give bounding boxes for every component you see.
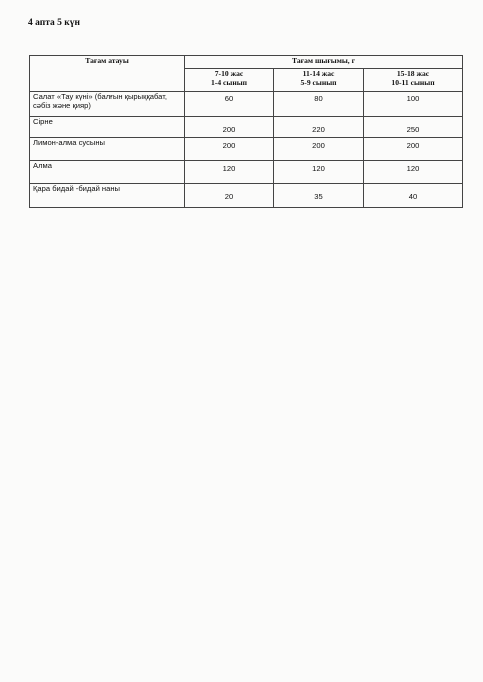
table-row [30,161,463,184]
table-row [30,138,463,161]
yield-value: 35 [274,184,364,208]
age-group-header [185,69,274,92]
yield-value: 20 [185,184,274,208]
header-dish-name: Тағам атауы [30,56,185,92]
yield-value: 100 [364,92,463,117]
age-group-header [274,69,364,92]
grade-range: 1-4 сынып [211,78,247,87]
age-range: 11-14 жас [302,69,335,78]
yield-value: 200 [274,138,364,161]
yield-value: 120 [185,161,274,184]
dish-name: Лимон-алма сусыны [30,138,185,161]
table-row [30,184,463,208]
yield-value: 60 [185,92,274,117]
yield-value: 80 [274,92,364,117]
dish-name: Алма [30,161,185,184]
yield-value: 40 [364,184,463,208]
header-yield-group: Тағам шығымы, г [185,56,463,69]
page-heading: 4 апта 5 күн [28,18,80,28]
dish-name: Сірне [30,117,185,138]
yield-value: 250 [364,117,463,138]
dish-name: Салат «Тау күні» (балғын қырыққабат, сәбіз және қияр) [30,92,185,117]
yield-value: 120 [364,161,463,184]
dish-name: Қара бидай -бидай наны [30,184,185,208]
table-row [30,92,463,117]
grade-range: 5-9 сынып [300,78,337,87]
yield-value: 200 [364,138,463,161]
yield-value: 200 [185,138,274,161]
yield-value: 200 [185,117,274,138]
table-row [30,117,463,138]
menu-table [29,55,463,208]
yield-value: 120 [274,161,364,184]
yield-value: 220 [274,117,364,138]
header-row [30,56,463,69]
age-group-header [364,69,463,92]
age-range: 7-10 жас [214,69,244,78]
age-range: 15-18 жас [396,69,430,78]
grade-range: 10-11 сынып [391,78,435,87]
